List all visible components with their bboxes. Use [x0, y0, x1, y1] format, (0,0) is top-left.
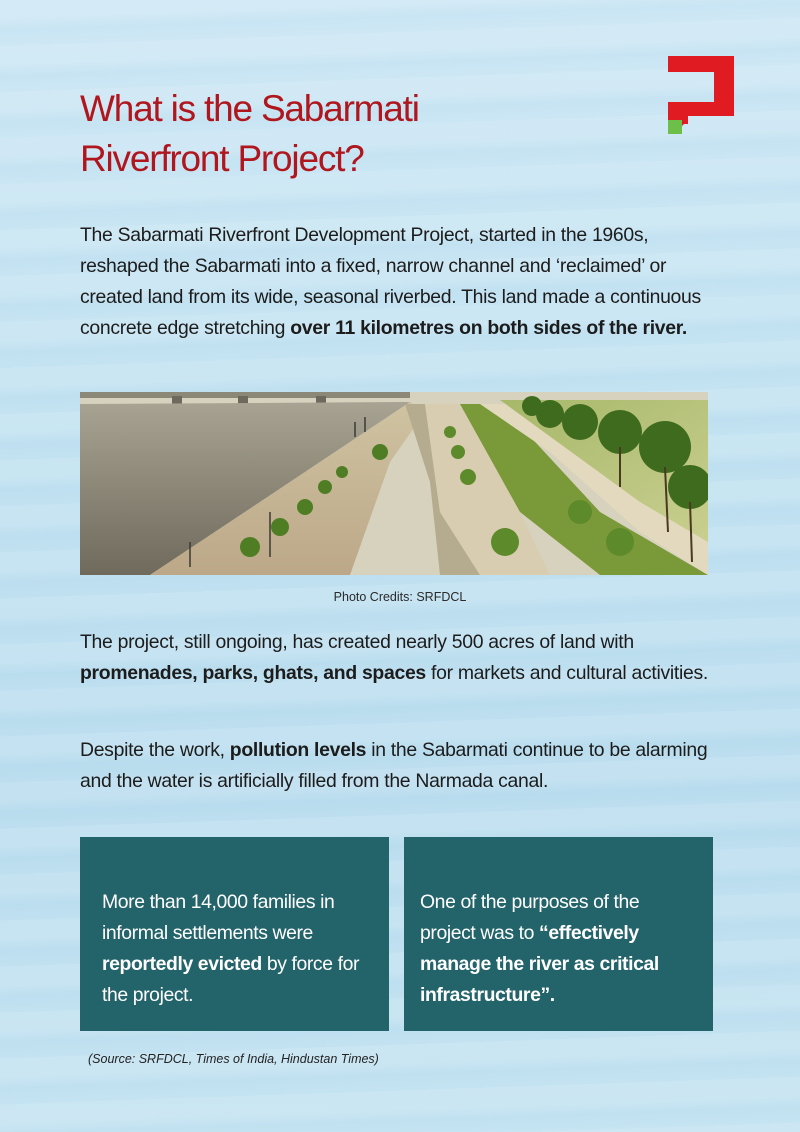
- purpose-callout: [404, 837, 713, 1031]
- source-note: (Source: SRFDCL, Times of India, Hindustan Times): [88, 1052, 379, 1066]
- riverfront-photo: [80, 392, 708, 575]
- intro-paragraph: [80, 220, 720, 344]
- evictions-callout: [80, 837, 389, 1031]
- intro-text: The Sabarmati Riverfront Development Project, started in the 1960s, reshaped the Sabarmati into a fixed, narrow channel and ‘reclaimed’ or created land from its wide, seasonal riverbed. This land made a continuous concrete edge stretching: [80, 224, 701, 339]
- project-paragraph: [80, 627, 720, 689]
- title-line-1: What is the Sabarmati: [80, 88, 419, 129]
- evictions-text-after: by force for the project.: [102, 953, 360, 1006]
- riverfront-photo-illustration: [80, 392, 708, 575]
- project-bold: promenades, parks, ghats, and spaces: [80, 662, 426, 684]
- title-line-2: Riverfront Project?: [80, 138, 364, 179]
- pollution-bold: pollution levels: [229, 739, 367, 761]
- pollution-paragraph: [80, 735, 720, 797]
- project-text-before: The project, still ongoing, has created nearly 500 acres of land with: [80, 631, 634, 653]
- evictions-text-before: More than 14,000 families in informal settlements were: [102, 891, 335, 944]
- evictions-bold: reportedly evicted: [102, 953, 262, 975]
- photo-credit: Photo Credits: SRFDCL: [333, 590, 467, 604]
- intro-bold: over 11 kilometres on both sides of the river.: [290, 317, 688, 339]
- logo-icon: [668, 56, 734, 136]
- pollution-text-after: in the Sabarmati continue to be alarming and the water is artificially filled from the Narmada canal.: [80, 739, 708, 792]
- page-title: [80, 84, 600, 184]
- pollution-text-before: Despite the work,: [80, 739, 230, 761]
- purpose-bold: “effectively manage the river as critical infrastructure”.: [420, 922, 659, 1006]
- evictions-text: [102, 887, 369, 1011]
- project-text-after: for markets and cultural activities.: [425, 662, 708, 684]
- brand-corner-logo: [668, 56, 734, 136]
- purpose-text: [420, 887, 695, 1011]
- purpose-text-before: One of the purposes of the project was to: [420, 891, 640, 944]
